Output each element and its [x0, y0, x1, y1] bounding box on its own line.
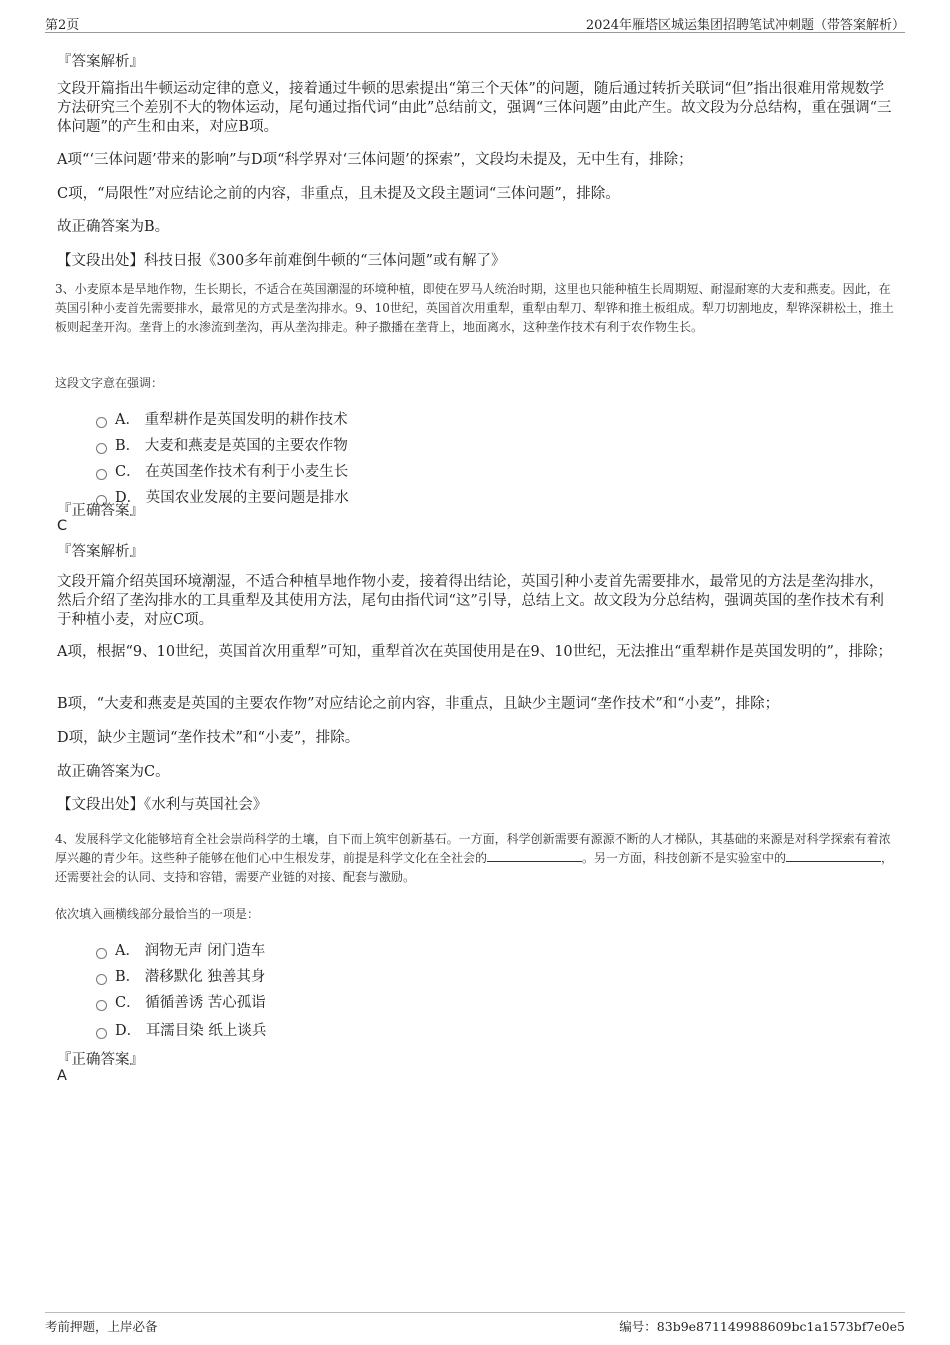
- analysis-label-1: 『答案解析』: [57, 54, 144, 70]
- fill-blank-2: [786, 849, 881, 862]
- radio-icon[interactable]: [96, 974, 107, 985]
- question-3-option-a[interactable]: A． 重犁耕作是英国发明的耕作技术: [96, 408, 348, 428]
- radio-icon[interactable]: [96, 469, 107, 480]
- page-number: 第2页: [45, 18, 80, 33]
- footer-slogan: 考前押题，上岸必备: [45, 1319, 158, 1334]
- radio-icon[interactable]: [96, 1000, 107, 1011]
- correct-answer-label-4: 『正确答案』: [57, 1052, 144, 1068]
- question-4-option-b[interactable]: B． 潜移默化 独善其身: [96, 965, 265, 985]
- correct-answer-3: C: [57, 518, 68, 534]
- question-4-option-a[interactable]: A． 润物无声 闭门造车: [96, 939, 265, 959]
- correct-answer-4: A: [57, 1068, 67, 1084]
- page-footer: [45, 1312, 905, 1337]
- question-4-prompt: 依次填入画横线部分最恰当的一项是：: [55, 907, 260, 921]
- analysis-option-d-3: D项，缺少主题词“垄作技术”和“小麦”，排除。: [57, 730, 360, 746]
- correct-answer-label-3: 『正确答案』: [57, 503, 144, 519]
- radio-icon[interactable]: [96, 417, 107, 428]
- analysis-option-c: C项，“局限性”对应结论之前的内容，非重点，且未提及文段主题词“三体问题”，排除。: [57, 186, 620, 202]
- fill-blank-1: [487, 849, 582, 862]
- radio-icon[interactable]: [96, 1028, 107, 1039]
- question-4-option-d[interactable]: D． 耳濡目染 纸上谈兵: [96, 1019, 266, 1039]
- analysis-text-3: 文段开篇介绍英国环境潮湿，不适合种植旱地作物小麦，接着得出结论，英国引种小麦首先需要排水，最常见的方法是垄沟排水，然后介绍了垄沟排水的工具重犁及其使用方法，尾句由指代词“这”引导，总结上文。故文段为分总结构，强调英国的垄作技术有利于种植小麦，对应C项。: [57, 574, 884, 628]
- analysis-option-b-3: B项，“大麦和燕麦是英国的主要农作物”对应结论之前内容，非重点，且缺少主题词“垄作技术”和“小麦”，排除；: [57, 696, 780, 712]
- analysis-text-1: 文段开篇指出牛顿运动定律的意义，接着通过牛顿的思索提出“第三个天体”的问题，随后通过转折关联词“但”指出很难用常规数学方法研究三个差别不大的物体运动，尾句通过指代词“由此”总结前文，强调“三体问题”由此产生。故文段为分总结构，重在强调“三体问题”的产生和由来，对应B项。: [57, 81, 892, 135]
- source-3: 【文段出处】《水利与英国社会》: [57, 797, 268, 813]
- question-4-option-c[interactable]: C． 循循善诱 苦心孤诣: [96, 991, 266, 1011]
- question-3-option-d[interactable]: D． 英国农业发展的主要问题是排水: [96, 486, 349, 506]
- analysis-label-3: 『答案解析』: [57, 544, 144, 560]
- analysis-option-a-3: A项，根据“9、10世纪，英国首次用重犁”可知，重犁首次在英国使用是在9、10世纪，无法推出“重犁耕作是英国发明的”，排除；: [57, 644, 892, 660]
- document-id: 编号：83b9e871149988609bc1a1573bf7e0e5: [619, 1319, 905, 1334]
- question-4-text: 4、发展科学文化能够培育全社会崇尚科学的土壤，自下而上筑牢创新基石。一方面，科学创新需要有源源不断的人才梯队，其基础的来源是对科学探索有着浓厚兴趣的青少年。这些种子能够在他们心中生根发芽，前提是科学文化在全社会的 。另一方面，科技创新不是实验室中的 ，还需要社会的认同、支持和容错，需要产业链的对接、配套与激励。: [55, 832, 894, 884]
- document-title: 2024年雁塔区城运集团招聘笔试冲刺题（带答案解析）: [585, 18, 905, 33]
- radio-icon[interactable]: [96, 948, 107, 959]
- question-3-option-c[interactable]: C． 在英国垄作技术有利于小麦生长: [96, 460, 348, 480]
- analysis-option-ad: A项“‘三体问题’带来的影响”与D项“科学界对‘三体问题’的探索”，文段均未提及，无中生有，排除；: [57, 152, 693, 168]
- final-answer-1: 故正确答案为B。: [57, 219, 170, 235]
- page-header: [45, 12, 905, 33]
- radio-icon[interactable]: [96, 443, 107, 454]
- source-1: 【文段出处】科技日报《300多年前难倒牛顿的“三体问题”或有解了》: [57, 253, 506, 269]
- question-3-text: 3、小麦原本是旱地作物，生长期长，不适合在英国潮湿的环境种植，即使在罗马人统治时期，这里也只能种植生长周期短、耐湿耐寒的大麦和燕麦。因此，在英国引种小麦首先需要排水，最常见的方式是垄沟排水。9、10世纪，英国首次用重犁，重犁由犁刀、犁铧和推土板组成。犁刀切割地皮，犁铧深耕松土，推土板则起垄开沟。垄背上的水渗流到垄沟，再从垄沟排走。种子撒播在垄背上，地面离水，这种垄作技术有利于农作物生长。: [55, 282, 894, 334]
- question-3-prompt: 这段文字意在强调：: [55, 376, 164, 390]
- final-answer-3: 故正确答案为C。: [57, 764, 170, 780]
- question-3-option-b[interactable]: B． 大麦和燕麦是英国的主要农作物: [96, 434, 348, 454]
